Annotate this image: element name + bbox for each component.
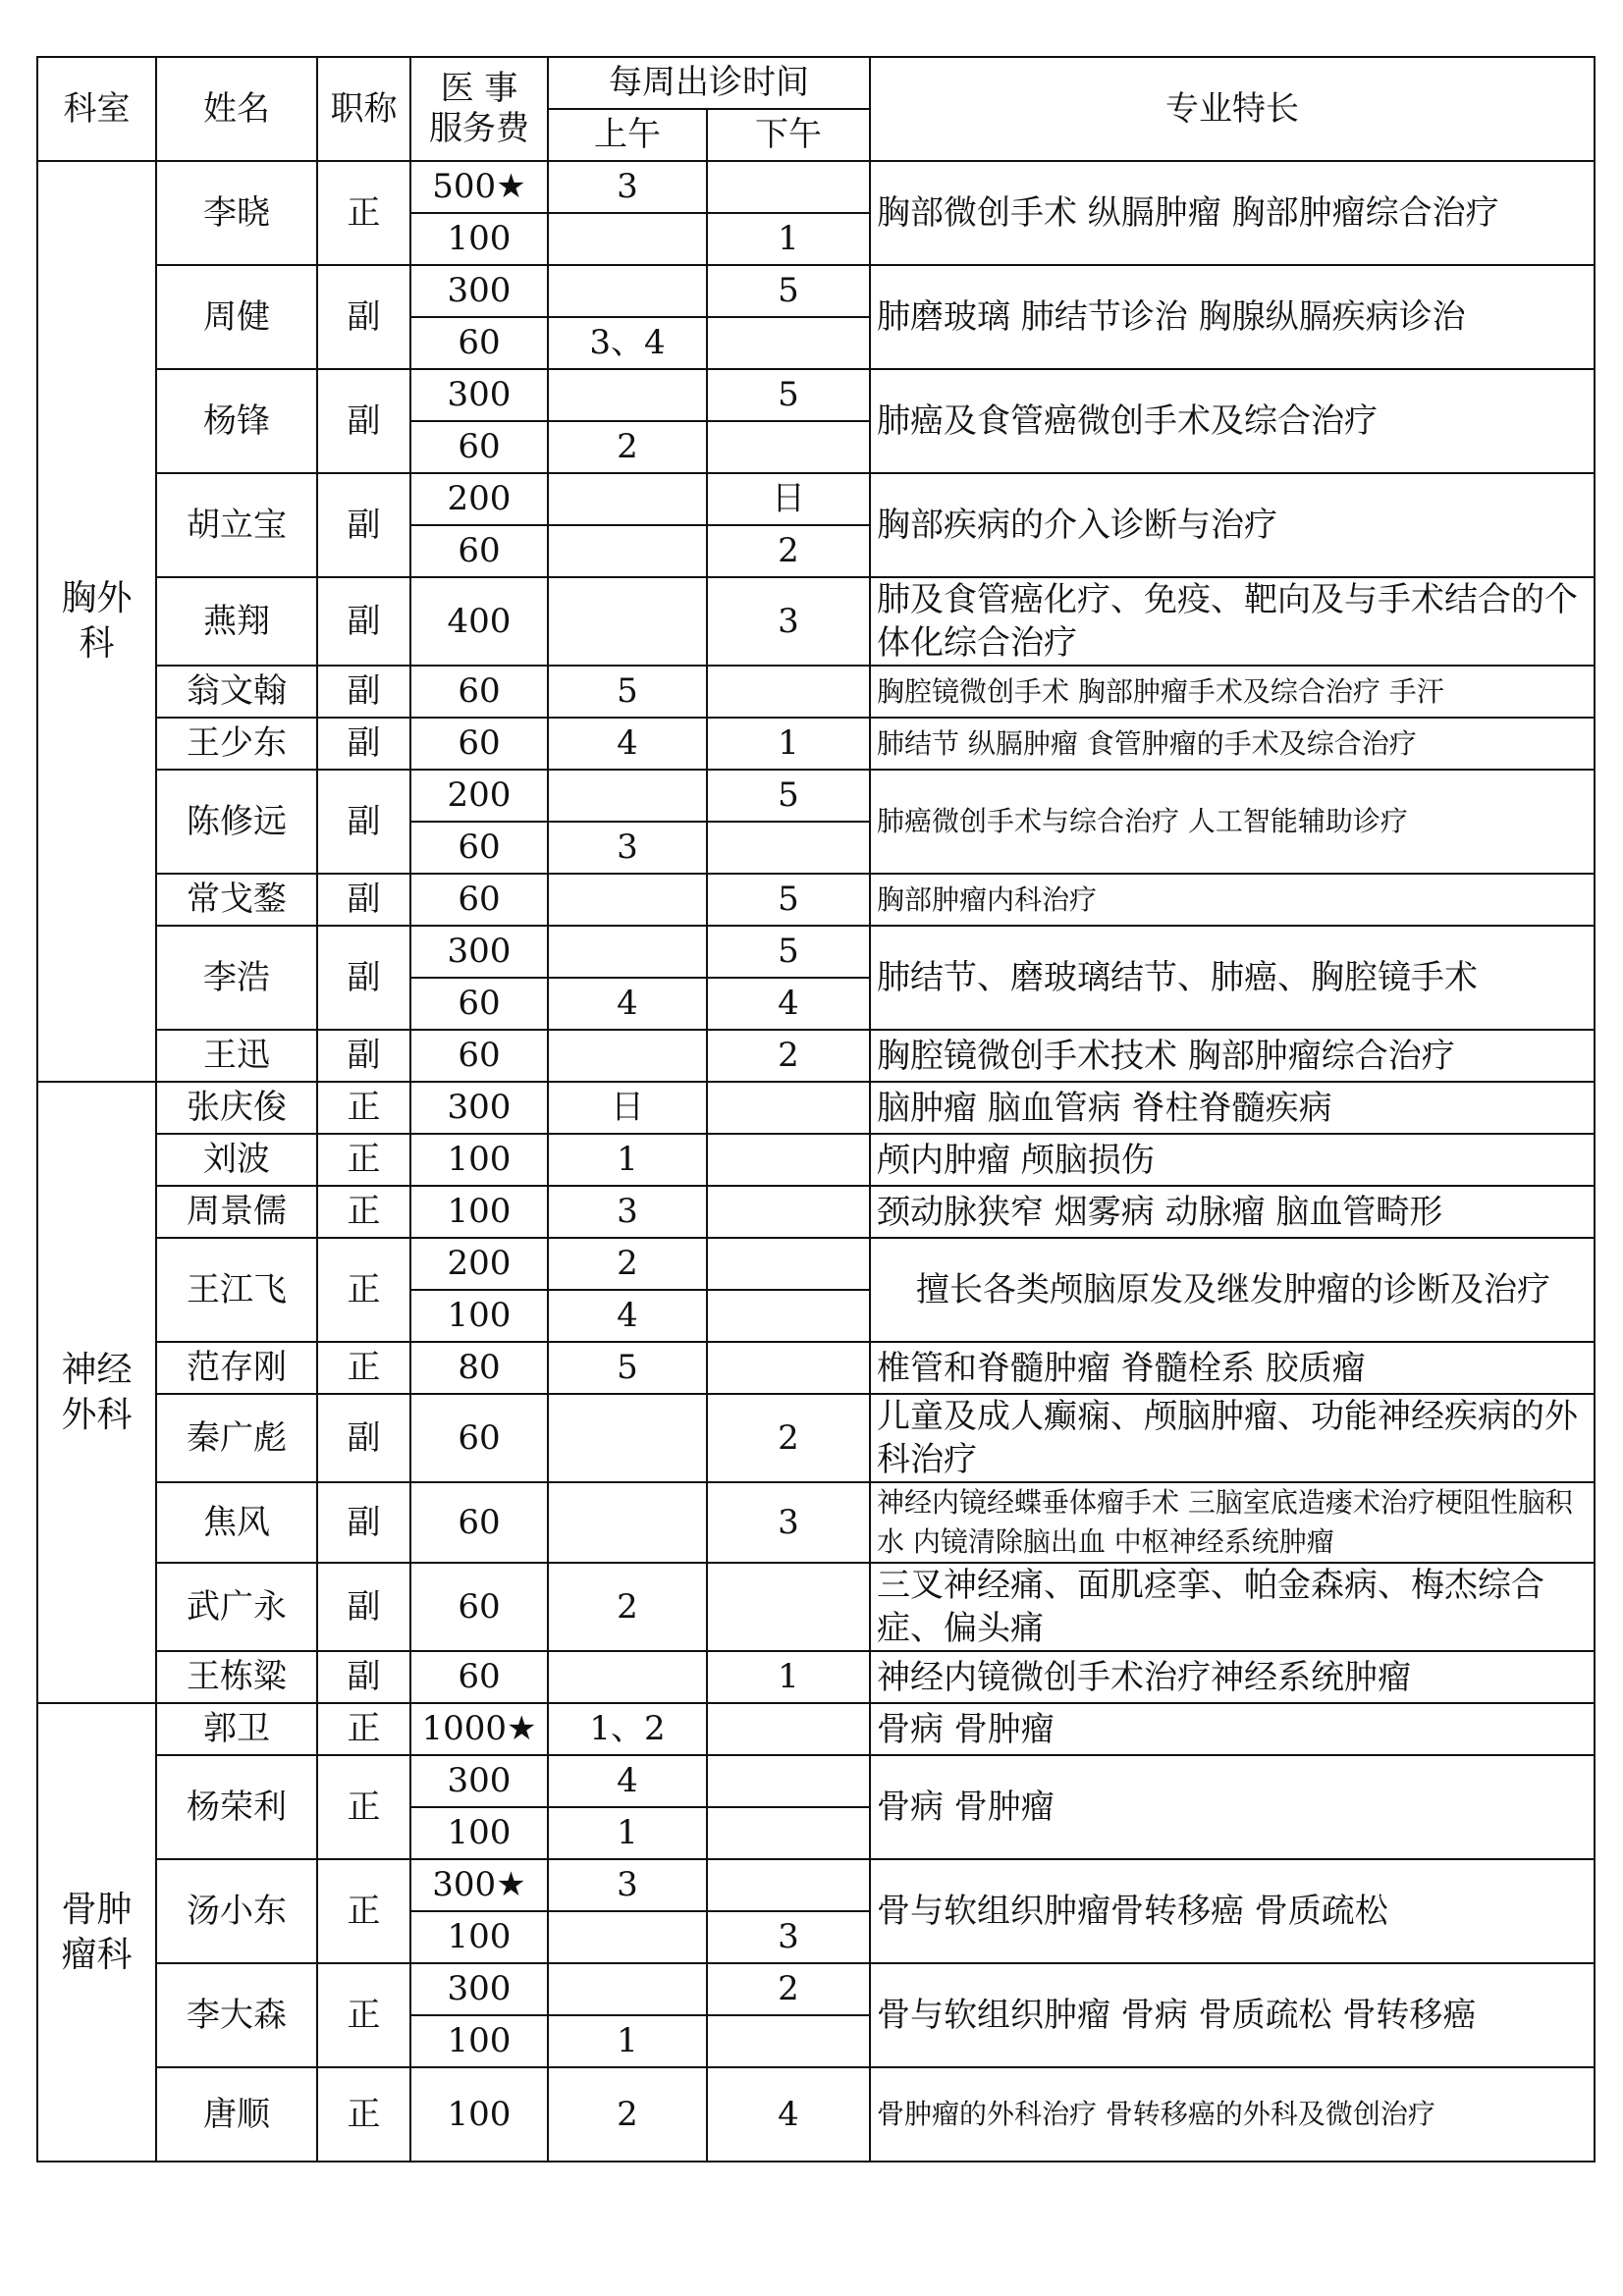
pm-session: 日	[707, 473, 870, 525]
table-row	[37, 1394, 1595, 1482]
doctor-name: 郭卫	[156, 1703, 317, 1755]
specialty: 胸腔镜微创手术技术 胸部肿瘤综合治疗	[870, 1030, 1595, 1082]
doctor-title: 副	[317, 577, 410, 666]
am-session: 2	[548, 1238, 707, 1290]
table-row	[37, 473, 1595, 525]
service-fee: 500★	[410, 161, 548, 213]
pm-session: 2	[707, 1030, 870, 1082]
specialty: 肺癌微创手术与综合治疗 人工智能辅助诊疗	[870, 770, 1595, 874]
table-header	[37, 57, 1595, 161]
table-row	[37, 1482, 1595, 1563]
pm-session	[707, 1807, 870, 1859]
specialty: 胸部肿瘤内科治疗	[870, 874, 1595, 926]
doctor-title: 正	[317, 1082, 410, 1134]
am-session: 4	[548, 1290, 707, 1342]
pm-session: 2	[707, 1394, 870, 1482]
service-fee: 60	[410, 874, 548, 926]
pm-session	[707, 317, 870, 369]
service-fee: 100	[410, 1290, 548, 1342]
service-fee: 300	[410, 1963, 548, 2015]
am-session	[548, 525, 707, 577]
service-fee: 100	[410, 1911, 548, 1963]
specialty: 肺结节 纵膈肿瘤 食管肿瘤的手术及综合治疗	[870, 718, 1595, 770]
am-session	[548, 369, 707, 421]
pm-session: 1	[707, 718, 870, 770]
service-fee: 200	[410, 1238, 548, 1290]
service-fee: 60	[410, 525, 548, 577]
am-session	[548, 1482, 707, 1563]
am-session: 4	[548, 718, 707, 770]
table-row	[37, 1342, 1595, 1394]
doctor-name: 杨锋	[156, 369, 317, 473]
header-specialty: 专业特长	[870, 57, 1595, 161]
specialty: 胸腔镜微创手术 胸部肿瘤手术及综合治疗 手汗	[870, 666, 1595, 718]
pm-session: 5	[707, 265, 870, 317]
specialty: 颅内肿瘤 颅脑损伤	[870, 1134, 1595, 1186]
doctor-title: 副	[317, 1563, 410, 1651]
doctor-name: 汤小东	[156, 1859, 317, 1963]
department-name: 神经 外科	[37, 1082, 156, 1703]
pm-session: 5	[707, 770, 870, 822]
am-session: 1	[548, 2015, 707, 2067]
doctor-name: 常戈鍪	[156, 874, 317, 926]
header-pm: 下午	[707, 109, 870, 161]
doctor-title: 副	[317, 1482, 410, 1563]
am-session: 4	[548, 1755, 707, 1807]
am-session	[548, 577, 707, 666]
table-body	[37, 161, 1595, 2162]
am-session	[548, 1911, 707, 1963]
pm-session	[707, 2015, 870, 2067]
table-row	[37, 1186, 1595, 1238]
pm-session	[707, 1134, 870, 1186]
table-row	[37, 1703, 1595, 1755]
pm-session	[707, 161, 870, 213]
am-session: 4	[548, 978, 707, 1030]
specialty: 肺结节、磨玻璃结节、肺癌、胸腔镜手术	[870, 926, 1595, 1030]
table-row	[37, 1238, 1595, 1290]
am-session	[548, 1394, 707, 1482]
table-row	[37, 770, 1595, 822]
department-name: 骨肿 瘤科	[37, 1703, 156, 2162]
specialty: 骨肿瘤的外科治疗 骨转移癌的外科及微创治疗	[870, 2067, 1595, 2162]
specialty: 骨与软组织肿瘤 骨病 骨质疏松 骨转移癌	[870, 1963, 1595, 2067]
table-row	[37, 265, 1595, 317]
specialty: 肺磨玻璃 肺结节诊治 胸腺纵膈疾病诊治	[870, 265, 1595, 369]
pm-session: 4	[707, 978, 870, 1030]
service-fee: 300★	[410, 1859, 548, 1911]
service-fee: 300	[410, 265, 548, 317]
table-row	[37, 1082, 1595, 1134]
service-fee: 200	[410, 770, 548, 822]
pm-session: 3	[707, 1482, 870, 1563]
am-session	[548, 473, 707, 525]
service-fee: 400	[410, 577, 548, 666]
pm-session: 5	[707, 874, 870, 926]
pm-session	[707, 1703, 870, 1755]
table-row	[37, 1563, 1595, 1651]
doctor-title: 正	[317, 1963, 410, 2067]
doctor-title: 副	[317, 874, 410, 926]
header-am: 上午	[548, 109, 707, 161]
service-fee: 1000★	[410, 1703, 548, 1755]
am-session: 3	[548, 1859, 707, 1911]
table-row	[37, 2067, 1595, 2162]
doctor-title: 副	[317, 718, 410, 770]
pm-session: 5	[707, 926, 870, 978]
pm-session: 1	[707, 1651, 870, 1703]
table-row	[37, 1963, 1595, 2015]
doctor-title: 正	[317, 1755, 410, 1859]
service-fee: 60	[410, 421, 548, 473]
am-session: 1	[548, 1134, 707, 1186]
doctor-title: 正	[317, 161, 410, 265]
specialty: 胸部微创手术 纵膈肿瘤 胸部肿瘤综合治疗	[870, 161, 1595, 265]
doctor-name: 周健	[156, 265, 317, 369]
doctor-title: 副	[317, 1030, 410, 1082]
service-fee: 60	[410, 978, 548, 1030]
doctor-title: 副	[317, 770, 410, 874]
am-session: 5	[548, 666, 707, 718]
doctor-title: 正	[317, 1342, 410, 1394]
am-session	[548, 926, 707, 978]
doctor-name: 胡立宝	[156, 473, 317, 577]
service-fee: 60	[410, 1030, 548, 1082]
specialty: 肺及食管癌化疗、免疫、靶向及与手术结合的个体化综合治疗	[870, 577, 1595, 666]
pm-session: 4	[707, 2067, 870, 2162]
doctor-title: 副	[317, 265, 410, 369]
header-name: 姓名	[156, 57, 317, 161]
pm-session	[707, 1186, 870, 1238]
pm-session	[707, 1755, 870, 1807]
service-fee: 60	[410, 822, 548, 874]
doctor-title: 正	[317, 2067, 410, 2162]
service-fee: 100	[410, 1807, 548, 1859]
pm-session	[707, 1238, 870, 1290]
specialty: 椎管和脊髓肿瘤 脊髓栓系 胶质瘤	[870, 1342, 1595, 1394]
doctor-name: 杨荣利	[156, 1755, 317, 1859]
clinic-schedule-table	[36, 56, 1596, 2163]
doctor-name: 焦风	[156, 1482, 317, 1563]
service-fee: 60	[410, 317, 548, 369]
service-fee: 60	[410, 1482, 548, 1563]
doctor-name: 燕翔	[156, 577, 317, 666]
service-fee: 300	[410, 1755, 548, 1807]
am-session: 3、4	[548, 317, 707, 369]
am-session: 1、2	[548, 1703, 707, 1755]
doctor-name: 陈修远	[156, 770, 317, 874]
doctor-name: 李浩	[156, 926, 317, 1030]
am-session	[548, 1030, 707, 1082]
specialty: 颈动脉狭窄 烟雾病 动脉瘤 脑血管畸形	[870, 1186, 1595, 1238]
table-row	[37, 926, 1595, 978]
doctor-title: 副	[317, 369, 410, 473]
pm-session	[707, 1082, 870, 1134]
service-fee: 100	[410, 2067, 548, 2162]
doctor-title: 副	[317, 666, 410, 718]
service-fee: 200	[410, 473, 548, 525]
specialty: 儿童及成人癫痫、颅脑肿瘤、功能神经疾病的外科治疗	[870, 1394, 1595, 1482]
doctor-name: 王迅	[156, 1030, 317, 1082]
specialty: 骨与软组织肿瘤骨转移癌 骨质疏松	[870, 1859, 1595, 1963]
specialty: 骨病 骨肿瘤	[870, 1703, 1595, 1755]
doctor-title: 副	[317, 926, 410, 1030]
header-title: 职称	[317, 57, 410, 161]
service-fee: 100	[410, 1186, 548, 1238]
service-fee: 60	[410, 666, 548, 718]
doctor-title: 正	[317, 1186, 410, 1238]
doctor-title: 正	[317, 1703, 410, 1755]
header-dept: 科室	[37, 57, 156, 161]
service-fee: 60	[410, 718, 548, 770]
doctor-title: 副	[317, 1651, 410, 1703]
doctor-title: 副	[317, 1394, 410, 1482]
doctor-name: 张庆俊	[156, 1082, 317, 1134]
service-fee: 80	[410, 1342, 548, 1394]
am-session	[548, 265, 707, 317]
pm-session	[707, 1342, 870, 1394]
pm-session: 5	[707, 369, 870, 421]
table-row	[37, 718, 1595, 770]
department-name: 胸外 科	[37, 161, 156, 1082]
am-session: 日	[548, 1082, 707, 1134]
header-fee: 医 事 服务费	[410, 57, 548, 161]
doctor-name: 翁文翰	[156, 666, 317, 718]
table-row	[37, 1755, 1595, 1807]
am-session	[548, 1651, 707, 1703]
am-session: 2	[548, 421, 707, 473]
pm-session	[707, 1290, 870, 1342]
am-session: 3	[548, 822, 707, 874]
doctor-title: 正	[317, 1859, 410, 1963]
pm-session	[707, 666, 870, 718]
service-fee: 300	[410, 1082, 548, 1134]
specialty: 三叉神经痛、面肌痉挛、帕金森病、梅杰综合症、偏头痛	[870, 1563, 1595, 1651]
table-row	[37, 874, 1595, 926]
pm-session	[707, 421, 870, 473]
doctor-name: 武广永	[156, 1563, 317, 1651]
service-fee: 60	[410, 1563, 548, 1651]
am-session: 5	[548, 1342, 707, 1394]
service-fee: 100	[410, 2015, 548, 2067]
doctor-name: 刘波	[156, 1134, 317, 1186]
am-session	[548, 874, 707, 926]
doctor-name: 李大森	[156, 1963, 317, 2067]
am-session: 3	[548, 1186, 707, 1238]
doctor-name: 李晓	[156, 161, 317, 265]
table-row	[37, 1030, 1595, 1082]
pm-session	[707, 1859, 870, 1911]
am-session: 2	[548, 2067, 707, 2162]
service-fee: 300	[410, 926, 548, 978]
am-session: 2	[548, 1563, 707, 1651]
pm-session: 2	[707, 1963, 870, 2015]
doctor-name: 秦广彪	[156, 1394, 317, 1482]
doctor-name: 范存刚	[156, 1342, 317, 1394]
pm-session: 3	[707, 577, 870, 666]
table-row	[37, 369, 1595, 421]
specialty: 脑肿瘤 脑血管病 脊柱脊髓疾病	[870, 1082, 1595, 1134]
doctor-title: 副	[317, 473, 410, 577]
am-session	[548, 770, 707, 822]
table-row	[37, 1134, 1595, 1186]
doctor-name: 唐顺	[156, 2067, 317, 2162]
pm-session: 2	[707, 525, 870, 577]
pm-session: 3	[707, 1911, 870, 1963]
table-row	[37, 577, 1595, 666]
table-row	[37, 1859, 1595, 1911]
doctor-name: 王少东	[156, 718, 317, 770]
am-session: 1	[548, 1807, 707, 1859]
header-schedule: 每周出诊时间	[548, 57, 870, 109]
service-fee: 60	[410, 1651, 548, 1703]
specialty: 肺癌及食管癌微创手术及综合治疗	[870, 369, 1595, 473]
am-session	[548, 213, 707, 265]
specialty: 神经内镜微创手术治疗神经系统肿瘤	[870, 1651, 1595, 1703]
doctor-name: 王江飞	[156, 1238, 317, 1342]
table-row	[37, 1651, 1595, 1703]
am-session	[548, 1963, 707, 2015]
pm-session: 1	[707, 213, 870, 265]
service-fee: 100	[410, 1134, 548, 1186]
doctor-name: 王栋粱	[156, 1651, 317, 1703]
am-session: 3	[548, 161, 707, 213]
service-fee: 60	[410, 1394, 548, 1482]
service-fee: 100	[410, 213, 548, 265]
doctor-title: 正	[317, 1134, 410, 1186]
pm-session	[707, 1563, 870, 1651]
pm-session	[707, 822, 870, 874]
specialty: 擅长各类颅脑原发及继发肿瘤的诊断及治疗	[870, 1238, 1595, 1342]
table-row	[37, 161, 1595, 213]
service-fee: 300	[410, 369, 548, 421]
doctor-name: 周景儒	[156, 1186, 317, 1238]
specialty: 骨病 骨肿瘤	[870, 1755, 1595, 1859]
specialty: 胸部疾病的介入诊断与治疗	[870, 473, 1595, 577]
table-row	[37, 666, 1595, 718]
specialty: 神经内镜经蝶垂体瘤手术 三脑室底造瘘术治疗梗阻性脑积水 内镜清除脑出血 中枢神经系统肿瘤	[870, 1482, 1595, 1563]
doctor-title: 正	[317, 1238, 410, 1342]
